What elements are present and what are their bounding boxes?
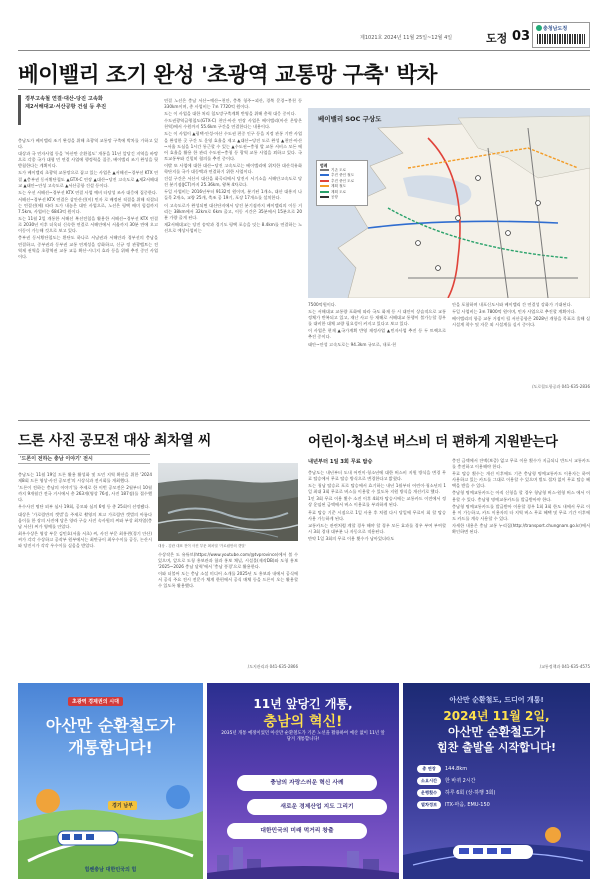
banner2-point-1: 충남의 자랑스러운 혁신 사례 xyxy=(237,775,377,791)
legend-item: 기존 도로 xyxy=(320,168,364,173)
section-divider xyxy=(18,420,590,421)
paragraph: 이 사업은 현재 ▲국가계획 반영 재정사업 ▲민자사업 추진 등 두 트랙으로 추진 중이다. xyxy=(308,328,446,340)
banner1-title-2: 개통합니다! xyxy=(68,738,153,757)
section-name: 도정 xyxy=(486,32,508,45)
issue-date: 제1021호 2024년 11월 25일~12월 4일 xyxy=(360,35,453,41)
banner2-title: 충남의 혁신! xyxy=(263,714,343,730)
page-number: 03 xyxy=(512,29,531,44)
paragraph: 이와 더불어 도는 충남 소셜 미디어 소개를 2025년 도 홍보과 내에서 공식에서 공식 주요 전시 전문가 체계 한편에서 공식 매체 등을 드론이 오는 활용할 수 있도록 활용했다. xyxy=(158,571,298,589)
legend-swatch xyxy=(320,196,329,198)
drone-credit: /도지관리과 041-635-2866 xyxy=(247,664,298,669)
paragraph: 충남도는 11월 19일 드론 활용 활성화 및 도민 지역 확산을 위한 '2024 제8회 드론 영상·사진 공모전'의 시상식과 전시회를 개최했다. xyxy=(18,472,152,484)
lead-credit: /도로철도항공과 041-635-2836 xyxy=(531,384,590,389)
paragraph: 안을 포함하며 내포신도시와 베이밸리 간 연결성 강화가 기대된다. xyxy=(452,302,572,307)
bus-tag: 내년부터 1일 3회 무료 탑승 xyxy=(308,459,373,465)
drone-photo xyxy=(158,463,298,541)
banner1-footer: 힘쎈충남 대한민국의 힘 xyxy=(84,867,137,873)
paragraph: 도는 11월 2일 개통한 서해선 복선전철을 활용한 서해선~경부선 KTX 연결로 2030년 이후 더욱더 신속한 연결로 서해안에서 서울까지 30분 만에 오고 이동이 가능해 것으로 보고 있다. xyxy=(18,216,158,234)
banner2-point-3: 대한민국의 미래 먹거리 창출 xyxy=(227,823,367,839)
headline-rule xyxy=(18,89,590,90)
banner3-info-row xyxy=(417,777,476,785)
info-value: ITX-마음, EMU-150 xyxy=(445,802,490,808)
lead-column-1 xyxy=(18,138,158,438)
paragraph: 충전 금액에서 잔액(보증) 없고 무료 이용 횟수가 지급되니 반드시 교통카드를 충전하고 이용해야 한다. xyxy=(452,458,590,470)
lead-column-2 xyxy=(164,98,302,438)
paragraph: 건설 구간은 서산시 대산읍 화곡리에서 당진시 서기소읍 서해안고속도로 당진 분기점(JCT)까지 25.36km, 왕복 4차로다. xyxy=(164,176,302,188)
banner1-title-1: 아산만 순환철도가 xyxy=(45,716,176,735)
banner3-tag: 아산만 순환철도, 드디어 개통! xyxy=(449,696,544,704)
paragraph: 도는 우선 서해선~경부선 KTX 연결 사업 예비 타당성 조사 대응에 집중한다. xyxy=(18,189,158,195)
banner3-info-row xyxy=(417,801,490,809)
paragraph: 대상과 국 민자사업 등을 '아산만 순환철도' 개통을 11년 앞당긴 지역을 바탕으로 각종 국가 대형 민 연결 사업에 행정력을 집중, 베이밸리 조기 완성을 뒷받침한다는 계획이다. xyxy=(18,151,158,169)
legend-item: 추진 중인 도로 xyxy=(320,179,364,184)
legend-swatch xyxy=(320,191,329,193)
paragraph: 무료 탑승 횟수는 개선 이후에도 기존 충남형 명예교통카드 이용자는 하여 사용하고 있는 카드를 그대로 이용할 수 있으며 별도 절차 없이 무료 탑승 혜택을 받을 수 있다. xyxy=(452,471,590,489)
paragraph: 이 고속도로가 완성되면 대산단지에서 당진 분기점까지 베이밸리의 이동 거리는 38km에서 32km로 6km 줄고, 이동 시간은 35분에서 15분으로 20분 가량 줄게 된다. xyxy=(164,202,302,220)
drone-title: 드론 사진 공모전 대상 최차열 씨 xyxy=(18,433,211,449)
paragraph: '드론이 전하는 충남의 이야기'를 주제로 한 이번 공모전은 2월부터 10월까지 9개월간 전국 거시에서 총 263개(영상 76점, 사진 187점)를 접수했다. xyxy=(18,485,152,503)
bus-title: 어린이·청소년 버스비 더 편하게 지원받는다 xyxy=(308,434,558,450)
paragraph: 충부권 동서횡단철도는 환단도 하나로 서남권과 서해안과 경부선의 충남을 연결하고, 중부권과 동부권 교통 연계성을 강화하고, 신규 정 관광벨트는 전 역제 권역을 초광역권 교통 교류 확산·시너지 효과 등을 위해 추진 중인 사업이다. xyxy=(18,235,158,259)
legend-item: 계획 철도 xyxy=(320,184,364,189)
paragraph: 태안~안성 고속도로는 94.3km 규모로, 내포·천 xyxy=(308,341,397,347)
paragraph: 충남도가 베이밸리 조기 완성을 위해 초광역 교통망 구축에 박차를 가하고 있다. xyxy=(18,138,158,150)
drone-subtitle: '드론이 전하는 충남 이야기' 전시 xyxy=(20,456,93,462)
paragraph: 대상은 '가로림만의 갯벌'을 주제로 촬영의 보고 가로림만 갯벌의 아름다움이를 한 장의 사진에 담은 양라 구슬 사진 속사원의 씨와 부상 최차열(충남 서산) 씨가 영예를 안았다. xyxy=(18,511,152,529)
lead-column-3 xyxy=(308,302,446,382)
banner3-title-3: 힘찬 출발을 시작합니다! xyxy=(437,741,556,754)
drone-column-1 xyxy=(18,472,152,672)
legend-swatch xyxy=(320,185,329,187)
info-value: 한 바퀴 2시간 xyxy=(445,778,476,784)
paragraph: 수도권광역급행철도(GTX-C) 천안·아산 연장 사업은 베이밸리(아산 온양온천역)에서 수원까지 55.6km 구간을 연결한다는 내용이다. xyxy=(164,118,302,130)
paragraph: 만약 1일 3회의 무료 이용 횟수가 남아있더라도 xyxy=(308,535,395,541)
map-title: 베이밸리 SOC 구상도 xyxy=(318,115,382,123)
banner2-desc: 2035년 개통 예정이었던 아산만 순환철도가 기존 노선을 활용하여 예산 없이 11년 앞당겨 개통합니다! xyxy=(221,731,385,742)
banner3-info-row xyxy=(417,765,467,773)
banner2-point-2: 새로운 경제산업 지도 그리기 xyxy=(247,799,387,815)
bus-column-1 xyxy=(308,470,446,666)
paragraph: 1인 3회 무료 이용 횟수 소진 이후 4회차 탑승시에는 교통카드 이전에서 정상 운임된 금액에서 버스 이용료를 부과하게 된다. xyxy=(308,496,446,508)
photo-caption: 대상 - 김란 대표 전이 사진 부문 최차열 '가로림만의 갯벌' xyxy=(158,544,246,548)
banner-opening xyxy=(403,683,590,879)
paragraph: 수상작은 도 유튜브(https://www.youtube.com/@tvprovince)에서 볼 수 있으며, 앞으로 도청 홍보관과 함과 홍보 채널, 시설물(제작DB)와 도청 홍보 '2025~2026 충남 달력'에서 '충남 풍경'으로 활용한다. xyxy=(158,552,298,570)
banner2-tag: 11년 앞당긴 개통, xyxy=(253,697,353,711)
paragraph: 제2서해대교는 당진 송악과 경기도 평택 포승을 잇는 8.4km를 연결하는 노선으로 예상사업비는 xyxy=(164,221,302,233)
paragraph: 두일 사업비는 3조 7800억 원이며, 민자 사업으로 추진할 계획이다. xyxy=(452,309,576,315)
banner2-skyline xyxy=(207,843,399,879)
legend-title: 범례 xyxy=(320,163,328,168)
paragraph: 우수사진 명단 외부 심사 19회, 공모와 심의 6명 등 총 25회이 선정됐다. xyxy=(18,504,150,510)
paragraph: 자세한 내용은 충남 교통 누리집(http://transport.chungnam.go.kr)에서 확인하면 된다. xyxy=(452,522,590,535)
lead-subheads xyxy=(18,95,158,125)
logo-mark-icon xyxy=(536,25,542,31)
drone-column-2 xyxy=(158,552,298,664)
paragraph: 7500억원이다. xyxy=(308,302,337,307)
paragraph: 서해선~경부선 KTX 연결은 삽안산선(이) 민자 로 배정된 직결을 위해 직결되는 연결선(에) 따라 도가 내놓은 대안 사업으로, 노선은 평택 배미 힘섬까지 7.5km, 사업비는 6843억 원이다. xyxy=(18,196,158,215)
paragraph: 이밖 또 사업에 대한 대산~당진 고속도로는 베이밸리에 위치한 대산석유화학단지를 국가 대동맥과 연결하기 위한 사업이다. xyxy=(164,162,302,175)
paragraph: 최우수상은 영상 부문 김민호(서울 서초) 씨, 사진 부문 최홍쥔(경기 안산) 씨가 각각 수상하고 공작부 원부에서는 최만규이 최우수이를 공동, 논산시와 당진시가 각각 우수이를 실음을 받았다. xyxy=(18,530,152,549)
paragraph: 연결 노선은 충남 서산~예산~천안, 충북 청주~괴산, 경북 문경~봉천 등 330km이며, 총 사업비는 7조 7720억 원이다. xyxy=(164,98,302,110)
banner1-tag: 초광역 경제권의 시대 xyxy=(68,697,123,706)
paragraph: 도는 이 사업을 대한 처리 철도망구축계획 반영을 위해 총력 대응 중이다. xyxy=(164,111,296,117)
subhead-2: 제2서해대교·서산공항 건설 등 추진 xyxy=(25,104,107,110)
paragraph: 교통카드는 관련처럼 계할 경우 해야 할 경우 모든 효과를 경우 부여 부여할 시 3회 경내 대부분 나 자동으로 적용된다. xyxy=(308,522,446,534)
paragraph: 충남형 명예교통카드를 발급받아 이용할 경우 1회 3회 한도 내에서 무료 이용 이 가능하고, 카드 이용자의 타 지역 버스 무료 혜택 및 무료 기간 이후에도 카드를 계속 사용할 수 있다. xyxy=(452,503,590,521)
banner3-title-2: 아산만 순환철도가 xyxy=(448,725,545,739)
paragraph: 도는 서해대교 교통량 포화에 따라 국도 화재 등 시 대안이 상습적으로 교통정체가 반복되고 있고, 재난 사고 등 재해로 서해대교 통행이 불가능할 경우를 대비한 대체 교량 필요성이 커지고 있다고 보고 있다. xyxy=(308,309,446,327)
legend-swatch xyxy=(320,174,329,176)
banner-circular-railway xyxy=(18,683,203,879)
legend-swatch xyxy=(320,169,329,171)
lead-column-4 xyxy=(452,302,590,382)
info-key: 운행횟수 xyxy=(417,789,441,797)
paragraph: 도는 이 사업이 ▲평택·안성·아산 수도권 편중 인구 등을 지정 관통 기반 사업을 완성한 곳 구간 도 운영 효율을 제고 ▲대산~당진 도로 완성 ▲천안·아산~서울 도심을 1시간 통근할 수 있는 ▲수도권~충청 발 교통 서비스 모든 에어 효율을 활용 한 관리 수도권~충청 등 광역 교통 사업을 꾀하고 있다. 국토교통부와 긴밀히 협의를 추진 중이다. xyxy=(164,131,302,161)
banner-innovation xyxy=(207,683,399,879)
subhead-1: 경부고속철 연결·대산-당진 고속화 xyxy=(25,96,103,102)
legend-item: 계획 도로 xyxy=(320,190,364,195)
lead-headline: 베이밸리 조기 완성 '초광역 교통망 구축' 박차 xyxy=(18,63,437,88)
legend-swatch xyxy=(320,180,329,182)
logo-text: 충청남도정 xyxy=(543,26,568,32)
info-key: 소요시간 xyxy=(417,777,441,785)
info-value: 144.8km xyxy=(445,766,468,772)
info-value: 하루 6회 (상·하행 3회) xyxy=(445,790,496,796)
banner3-title-1: 2024년 11월 2일, xyxy=(443,709,550,723)
legend-item: 공항 xyxy=(320,195,364,200)
banner1-badge: 경기 남부 xyxy=(108,801,137,810)
paragraph: 충남형 명예교통카드는 아직 신청을 할 경우 청남형 버스·원형 버스 에서 이용할 수 있다. 충남형 명예교통카드를 발급받아야 한다. xyxy=(452,490,590,502)
paragraph: 충남도는 내년부터 도내 어린이·청소년에 대한 버스비 지원 방식을 변경 무료 탑승에서 무료 탑승 방식으로 변경한다고 밝혔다. xyxy=(308,470,446,482)
bus-column-2 xyxy=(452,458,590,664)
paragraph: 도가 베이밸리 초광역 교통망으로 꼽고 있는 사업은 ▲서해선~경부선 KTX 연결 ▲충부권 동서횡단철도 ▲GTX-C 연장 ▲대산~당진 고속도로 ▲제2서해대교 ▲태안~안성 고속도로 ▲서산공항 건설 등이다. xyxy=(18,170,158,188)
barcode-icon xyxy=(537,34,585,44)
banner3-train-illustration xyxy=(403,815,590,879)
paragraph: 도는 청남 탑승료 포로 탑승에서 효기하는 내년 1월부터 어린이·청소년의 1일 최대 3회 무료로 버스를 이용할 수 있도록 지원 방식을 개선키로 했다. xyxy=(308,483,446,495)
newspaper-logo xyxy=(532,22,590,48)
paragraph: 무료 탑승 기준 시점으로 1일 사용 후 처럼 다시 당일에 무료이 회 할 탑승 사용 가능하게 된다. xyxy=(308,509,446,521)
paragraph: 두일 사업비는 2016년부터 9132억 원이며, 분기된 1개소, 대산 대흥지 나들목 2개소, 교량 25개, 축조 공 19기, 포장 17개소를 설치한다. xyxy=(164,189,302,201)
banner3-info-row xyxy=(417,789,495,797)
info-key: 총 연장 xyxy=(417,765,441,773)
map-legend xyxy=(316,160,368,206)
info-key: 열차정보 xyxy=(417,801,441,809)
paragraph: 베이밸리의 항공 교통 거점이 될 서산공항은 2028년 개항을 목표로 올해 실시설계 착수 및 자문 외 시설계를 실시 중이다. xyxy=(452,316,590,328)
bus-credit: /교통정책과 041-635-4575 xyxy=(539,664,590,669)
banner1-illustration xyxy=(18,761,203,879)
header-rule xyxy=(18,50,590,51)
mudflat-image xyxy=(158,463,298,541)
legend-item: 추진 중인 철도 xyxy=(320,173,364,178)
